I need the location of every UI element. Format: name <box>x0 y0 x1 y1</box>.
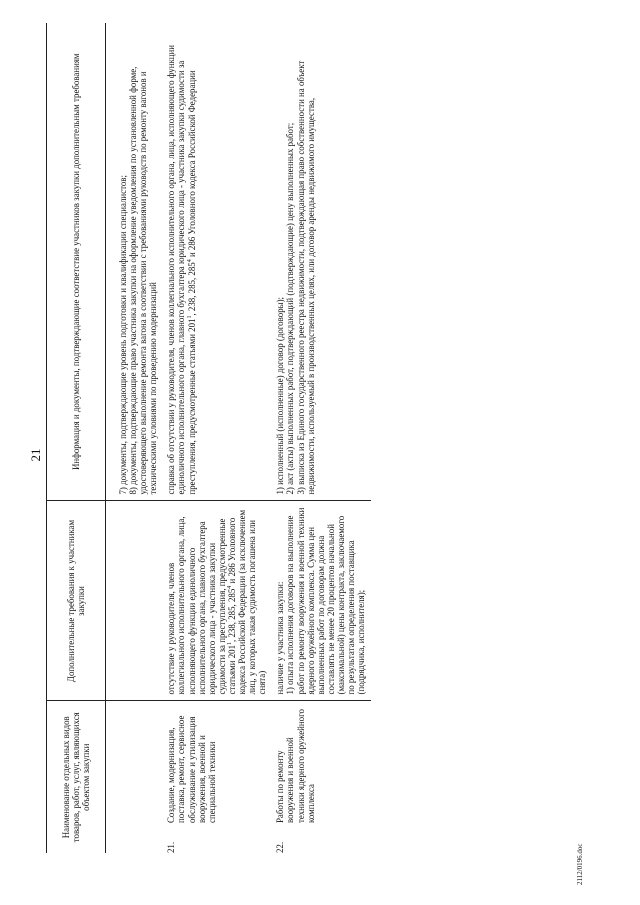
row-number: 22. <box>275 841 286 853</box>
requirement-line: 1) опыта исполнения договоров на выполнение работ по ремонту вооружения и военной техники ядерного оружейного комплекса. Сумма цен выполненных работ по договорам должна составлять не менее 20 процентов начальной (максимальной) цены контракта, заключаемого по результатам определения поставщика (подрядчика, исполнителя); <box>285 507 367 695</box>
doc-item-8: 8) документы, подтверждающие право участника закупки на оформление уведомления по установленной форме, удостоверяющего выполнение ремонта вагона в соответствии с требованиями руководств по ремонту вагонов и техническими условиями по проведению модернизаций <box>128 66 159 495</box>
table-header-row <box>47 23 106 853</box>
header-documents: Информация и документы, подтверждающие соответствие участников закупки дополнительным требованиям <box>47 23 106 501</box>
row-name: Работы по ремонту вооружения и военной техники ядерного оружейного комплекса <box>272 701 371 829</box>
header-item-name: Наименование отдельных видов товаров, работ, услуг, являющихся объектом закупки <box>47 701 106 853</box>
table-row-21 <box>163 23 272 853</box>
rotated-page <box>20 25 620 885</box>
cell-empty <box>106 829 164 853</box>
requirement-line: наличие у участника закупки: <box>275 581 286 695</box>
document-line: 2) акт (акты) выполненных работ, подтверждающий (подтверждающие) цену выполненных работ; <box>285 122 296 495</box>
row-requirements <box>272 501 371 701</box>
table-row-22 <box>272 23 371 853</box>
document-line: 1) исполненный (исполненные) договор (договоры); <box>275 296 286 495</box>
doc-item-7: 7) документы, подтверждающие уровень подготовки и квалификации специалистов; <box>118 175 128 495</box>
page-number: 21 <box>28 448 43 462</box>
row-number: 21. <box>166 841 177 853</box>
table-row-continuation <box>106 23 164 853</box>
cell-documents-continuation <box>106 23 164 501</box>
requirements-table <box>46 23 371 853</box>
cell-empty <box>106 701 164 829</box>
document-line: 3) выписка из Единого государственного реестра недвижимости, подтверждающая право собственности на объект недвижимости, используемый в производственных целях, или договор аренды недвижимого имущества, <box>295 60 316 495</box>
row-documents: справка об отсутствии у руководителя, членов коллегиального исполнительного органа, лица, исполняющего функции единоличного исполнительного органа, главного бухгалтера юридического лица - участника закупки судимости за преступления, предусмотренные статьями $201^1$, 238, 285, $285^4$ и 286 Уголовного кодекса Российской Федерации <box>166 44 197 495</box>
document-id: 2112/0196.doc <box>576 843 584 885</box>
cell-empty <box>106 501 164 701</box>
row-name: Создание, модернизация, поставка, ремонт, сервисное обслуживание и утилизация вооружения, военной и специальной техники <box>163 701 272 829</box>
header-requirements: Дополнительные требования к участникам закупки <box>47 501 106 701</box>
row-requirements: отсутствие у руководителя, членов коллегиального исполнительного органа, лица, исполняющего функции единоличного исполнительного органа, главного бухгалтера юридического лица - участника закупки судимости за преступления, предусмотренные статьями $201^1$, 238, 285, $285^4$ и 286 Уголовного кодекса Российской Федерации (за исключением лиц, у которых такая судимость погашена или снята) <box>163 501 272 701</box>
row-documents <box>272 23 371 501</box>
